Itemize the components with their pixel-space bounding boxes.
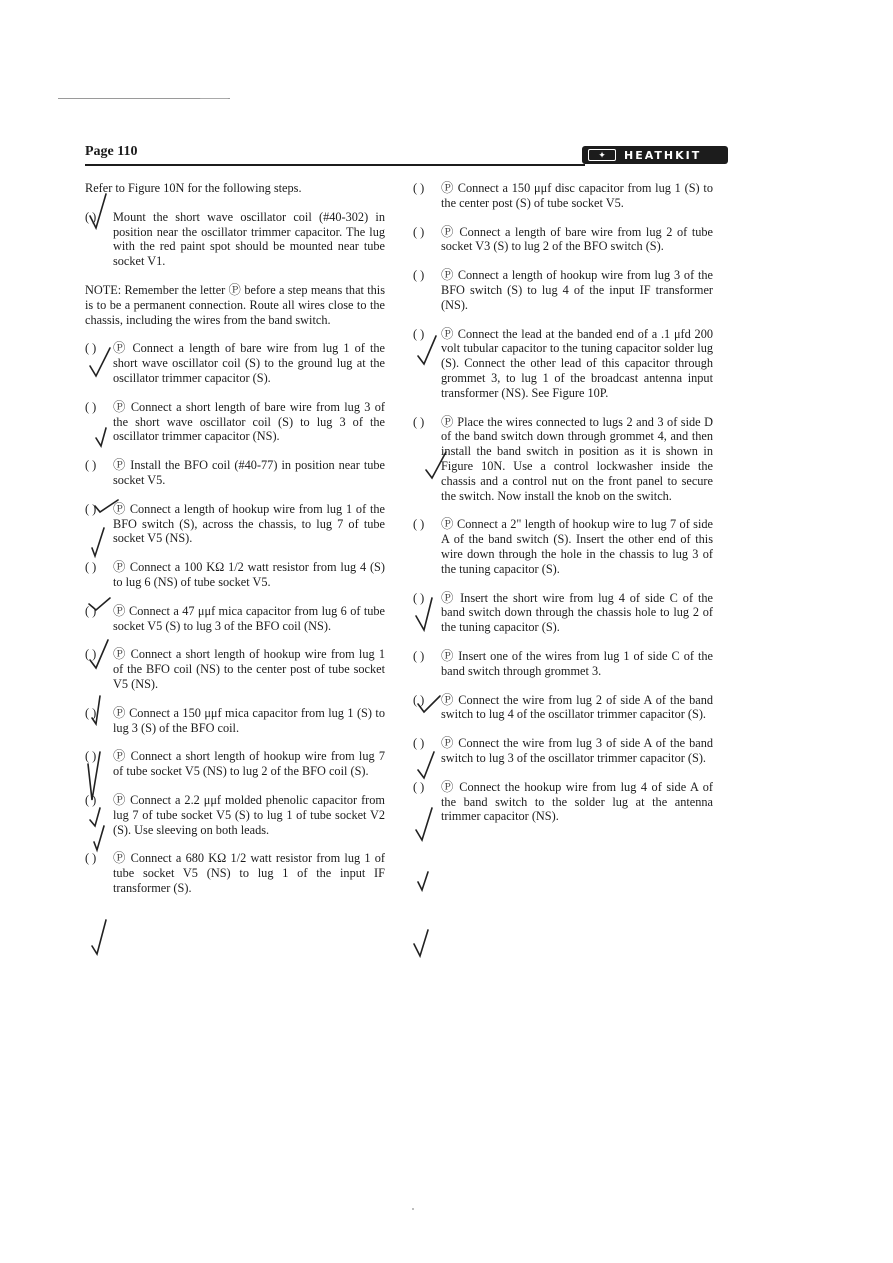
step-text: Ⓟ Connect the lead at the banded end of a .1 μfd 200 volt tubular capacitor to the tuning capacitor solder lug (S). Connect the other lead of this capacitor through grommet 3, to lug 1 of the broadcast antenna input transformer (NS). See Figure 10P. xyxy=(441,326,713,400)
step-text: Ⓟ Insert the short wire from lug 4 of side C of the band switch down through the chassis hole to lug 2 of the tuning capacitor (S). xyxy=(441,590,713,635)
check-box[interactable]: ( ) xyxy=(413,414,425,429)
step-text: Ⓟ Connect a 2" length of hookup wire to lug 7 of side A of the band switch (S). Insert the other end of this wire down through the hole in the chassis to lug 3 of the tuning capacitor (S). xyxy=(441,517,713,576)
check-box[interactable]: ( ) xyxy=(413,326,425,341)
intro-text: Refer to Figure 10N for the following steps. xyxy=(85,181,302,195)
step-item xyxy=(85,793,385,837)
step-item xyxy=(413,415,713,504)
step-item xyxy=(413,225,713,255)
check-box[interactable]: ( ) xyxy=(413,268,425,283)
step-text: Ⓟ Connect a length of hookup wire from lug 1 of the BFO switch (S), across the chassis, to lug 7 of tube socket V5 (NS). xyxy=(113,501,385,546)
step-item xyxy=(85,341,385,385)
check-box[interactable]: ( ) xyxy=(85,851,97,866)
step-text: Ⓟ Connect a short length of hookup wire from lug 1 of the BFO coil (NS) to the center post of tube socket V5 (NS). xyxy=(113,647,385,691)
step-text: Ⓟ Connect the wire from lug 3 of side A of the band switch to lug 3 of the oscillator trimmer capacitor (S). xyxy=(441,736,713,765)
check-box[interactable]: ( ) xyxy=(85,209,97,224)
step-item xyxy=(413,780,713,824)
check-box[interactable]: ( ) xyxy=(85,603,97,618)
heathkit-logo-icon: ✦ xyxy=(588,149,616,161)
step-item xyxy=(413,517,713,576)
check-box[interactable]: ( ) xyxy=(413,224,425,239)
left-column xyxy=(85,181,385,910)
step-item xyxy=(413,181,713,211)
step-text: Ⓟ Connect a length of bare wire from lug 2 of tube socket V3 (S) to lug 2 of the BFO switch (S). xyxy=(441,224,713,254)
check-box[interactable]: ( ) xyxy=(85,341,97,356)
step-text: Ⓟ Connect a 680 KΩ 1/2 watt resistor from lug 1 of tube socket V5 (NS) to lug 1 of the input IF transformer (S). xyxy=(113,851,385,895)
check-box[interactable]: ( ) xyxy=(413,590,425,605)
check-box[interactable]: ( ) xyxy=(413,736,425,751)
step-text: Ⓟ Connect a 2.2 μμf molded phenolic capacitor from lug 7 of tube socket V5 (S) to lug 1 of tube socket V2 (S). Use sleeving on both leads. xyxy=(113,792,385,837)
check-box[interactable]: ( ) xyxy=(85,792,97,807)
check-box[interactable]: ( ) xyxy=(413,648,425,663)
step-text: Ⓟ Connect a short length of hookup wire from lug 7 of tube socket V5 (NS) to lug 2 of the BFO coil (S). xyxy=(113,749,385,779)
step-item xyxy=(413,693,713,723)
step-text: Ⓟ Insert one of the wires from lug 1 of side C of the band switch through grommet 3. xyxy=(441,648,713,678)
step-item xyxy=(85,604,385,634)
note-text: NOTE: Remember the letter Ⓟ before a step means that this is to be a permanent connection. Route all wires close to the chassis, including the wires from the band switch. xyxy=(85,282,385,327)
check-box[interactable]: ( ) xyxy=(85,560,97,575)
step-item xyxy=(85,749,385,779)
step-text: Ⓟ Connect a short length of bare wire from lug 3 of the short wave oscillator coil (S) to lug 3 of the oscillator trimmer capacitor (NS). xyxy=(113,399,385,444)
step-item xyxy=(85,706,385,736)
step-item xyxy=(85,502,385,546)
step-text: Ⓟ Connect the wire from lug 2 of side A of the band switch to lug 4 of the oscillator trimmer capacitor (S). xyxy=(441,692,713,722)
check-box[interactable]: ( ) xyxy=(85,749,97,764)
step-item xyxy=(85,210,385,269)
check-box[interactable]: ( ) xyxy=(413,779,425,794)
check-box[interactable]: ( ) xyxy=(85,458,97,473)
brand-logo xyxy=(582,146,728,164)
step-text: Ⓟ Connect a length of hookup wire from lug 3 of the BFO switch (S) to lug 4 of the input IF transformer (NS). xyxy=(441,268,713,312)
check-box[interactable]: ( ) xyxy=(413,692,425,707)
step-item xyxy=(85,400,385,444)
step-text: Ⓟ Connect the hookup wire from lug 4 of side A of the band switch to the solder lug at the antenna trimmer capacitor (NS). xyxy=(441,779,713,824)
check-box[interactable]: ( ) xyxy=(413,181,425,195)
step-text: Ⓟ Connect a 150 μμf mica capacitor from lug 1 (S) to lug 3 (S) of the BFO coil. xyxy=(113,705,385,735)
brand-name: HEATHKIT xyxy=(624,148,702,162)
step-text: Ⓟ Connect a 100 KΩ 1/2 watt resistor from lug 4 (S) to lug 6 (NS) of tube socket V5. xyxy=(113,560,385,589)
check-box[interactable]: ( ) xyxy=(85,647,97,662)
step-item xyxy=(413,736,713,766)
step-item xyxy=(85,647,385,691)
check-box[interactable]: ( ) xyxy=(85,705,97,720)
page-number: Page 110 xyxy=(85,144,138,159)
step-item xyxy=(85,560,385,590)
step-item xyxy=(413,268,713,312)
step-text: Ⓟ Install the BFO coil (#40-77) in position near tube socket V5. xyxy=(113,458,385,487)
check-box[interactable]: ( ) xyxy=(85,399,97,414)
step-text: Ⓟ Place the wires connected to lugs 2 and 3 of side D of the band switch down through grommet 4, and then install the band switch in position as it is shown in Figure 10N. Use a control lockwasher inside the chassis and a control nut on the front panel to secure the switch. Now install the knob on the switch. xyxy=(441,414,713,503)
header-rule xyxy=(85,164,585,166)
step-item xyxy=(85,851,385,895)
check-box[interactable]: ( ) xyxy=(413,517,425,532)
right-column xyxy=(413,181,713,838)
page-header xyxy=(85,142,728,166)
step-text: Ⓟ Connect a length of bare wire from lug 1 of the short wave oscillator coil (S) to the ground lug at the oscillator trimmer capacitor (S). xyxy=(113,341,385,385)
step-text: Mount the short wave oscillator coil (#40-302) in position near the oscillator trimmer capacitor. The lug with the red paint spot should be mounted near tube socket V1. xyxy=(113,209,385,269)
step-text: Ⓟ Connect a 150 μμf disc capacitor from lug 1 (S) to the center post (S) of tube socket V5. xyxy=(441,181,713,210)
step-item xyxy=(413,591,713,635)
step-item xyxy=(85,458,385,488)
step-item xyxy=(413,327,713,401)
check-box[interactable]: ( ) xyxy=(85,501,97,516)
step-text: Ⓟ Connect a 47 μμf mica capacitor from lug 6 of tube socket V5 (S) to lug 3 of the BFO coil (NS). xyxy=(113,603,385,633)
step-item xyxy=(413,649,713,679)
